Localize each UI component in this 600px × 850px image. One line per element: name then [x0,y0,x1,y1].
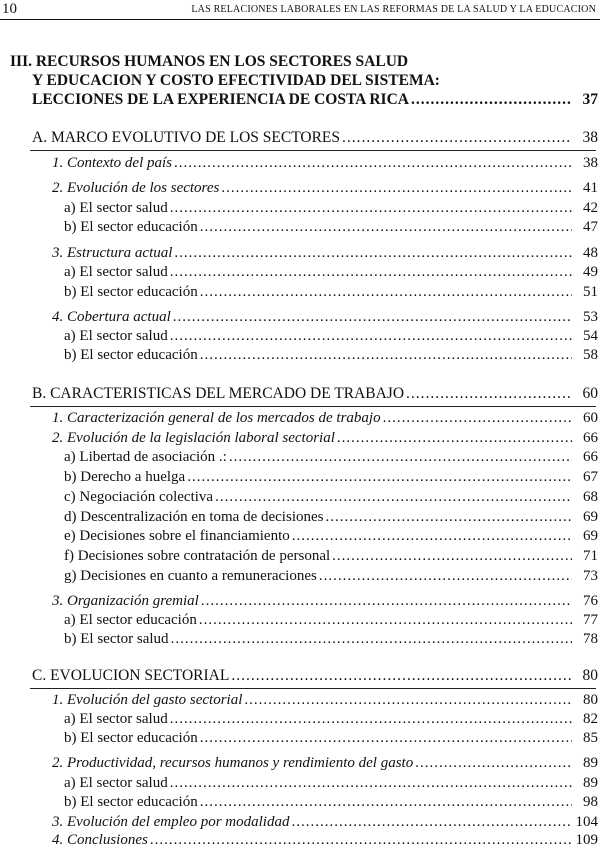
dot-leader [415,753,572,773]
entry-label: 1. Contexto del país [52,155,172,171]
entry-label: e) Decisiones sobre el financiamiento [64,528,290,544]
toc-entry[interactable] [64,566,598,586]
part-title-line-2: Y EDUCACION Y COSTO EFECTIVIDAD DEL SISTEMA: [32,72,440,89]
page-ref: 71 [583,548,598,564]
toc-entry[interactable] [64,447,598,467]
dot-leader [170,773,572,793]
dot-leader [325,507,572,527]
page-ref: 47 [583,219,598,235]
toc-entry[interactable] [52,690,598,710]
section-rule [30,688,596,689]
toc-section-a[interactable] [32,128,598,148]
dot-leader [170,709,572,729]
dot-leader [171,629,572,649]
toc-entry[interactable] [52,408,598,428]
page-ref: 85 [583,730,598,746]
entry-label: a) El sector salud [64,711,168,727]
page-ref: 109 [575,832,598,848]
page-ref: 89 [583,755,598,771]
toc-entry[interactable] [64,487,598,507]
dot-leader [231,666,572,686]
entry-label: b) El sector educación [64,219,198,235]
entry-label: b) El sector educación [64,794,198,810]
toc-entry[interactable] [64,526,598,546]
entry-label: a) Libertad de asociación .: [64,449,227,465]
entry-label: 4. Cobertura actual [52,309,171,325]
entry-label: 2. Productividad, recursos humanos y rendimiento del gasto [52,755,414,771]
dot-leader [244,690,572,710]
page-ref: 69 [583,528,598,544]
entry-label: a) El sector educación [64,612,197,628]
dot-leader [406,384,572,404]
entry-label: f) Decisiones sobre contratación de personal [64,548,331,564]
page-ref: 37 [582,91,598,108]
entry-label: 3. Evolución del empleo por modalidad [52,814,290,830]
toc-entry[interactable] [64,773,598,793]
toc-entry[interactable] [64,728,598,748]
toc-entry[interactable] [52,428,598,448]
toc-entry[interactable] [64,262,598,282]
running-head: LAS RELACIONES LABORALES EN LAS REFORMAS DE LA SALUD Y LA EDUCACION [191,4,596,15]
toc-entry[interactable] [52,591,598,611]
page-ref: 82 [583,711,598,727]
dot-leader [292,526,572,546]
page-ref: 42 [583,200,598,216]
dot-leader [170,262,572,282]
toc-entry[interactable] [52,812,598,832]
toc-entry[interactable] [64,610,598,630]
entry-label: b) El sector educación [64,284,198,300]
dot-leader [291,812,571,832]
page-ref: 41 [583,180,598,196]
page-ref: 76 [583,593,598,609]
dot-leader [200,282,572,302]
dot-leader [187,467,572,487]
dot-leader [200,792,572,812]
toc-entry[interactable] [64,467,598,487]
dot-leader [342,128,572,148]
page-ref: 68 [583,489,598,505]
dot-leader [170,198,572,218]
toc-entry[interactable] [64,792,598,812]
section-rule [30,406,596,407]
dot-leader [174,243,572,263]
toc-entry[interactable] [64,282,598,302]
dot-leader [411,90,572,110]
section-title: C. EVOLUCION SECTORIAL [32,667,230,684]
toc-entry[interactable] [64,629,598,649]
toc-entry[interactable] [64,546,598,566]
page-ref: 78 [583,631,598,647]
toc-entry[interactable] [52,830,598,850]
dot-leader [150,830,572,850]
dot-leader [200,345,572,365]
section-rule [30,150,596,151]
entry-label: 4. Conclusiones [52,832,148,848]
dot-leader [201,591,572,611]
entry-label: a) El sector salud [64,264,168,280]
dot-leader [332,546,572,566]
dot-leader [319,566,572,586]
dot-leader [383,408,572,428]
entry-label: 3. Organización gremial [52,593,199,609]
toc-entry[interactable] [52,307,598,327]
toc-entry[interactable] [52,153,598,173]
toc-entry[interactable] [64,345,598,365]
entry-label: 2. Evolución de la legislación laboral sectorial [52,430,335,446]
dot-leader [200,728,572,748]
page-ref: 77 [583,612,598,628]
entry-label: 3. Estructura actual [52,245,173,261]
toc-section-b[interactable] [32,384,598,404]
page-ref: 60 [582,385,598,402]
entry-label: a) El sector salud [64,775,168,791]
entry-label: b) Derecho a huelga [64,469,186,485]
page-ref: 98 [583,794,598,810]
page-ref: 48 [583,245,598,261]
entry-label: b) El sector educación [64,730,198,746]
section-title: B. CARACTERISTICAS DEL MERCADO DE TRABAJO [32,385,405,402]
part-title-line-3: LECCIONES DE LA EXPERIENCIA DE COSTA RICA [32,91,409,108]
entry-label: 2. Evolución de los sectores [52,180,220,196]
page-ref: 58 [583,347,598,363]
page-ref: 66 [583,430,598,446]
dot-leader [337,428,572,448]
part-title-line-1: III. RECURSOS HUMANOS EN LOS SECTORES SALUD [10,53,409,70]
entry-label: d) Descentralización en toma de decisiones [64,509,324,525]
page-ref: 38 [582,129,598,146]
dot-leader [200,217,572,237]
page-ref: 60 [583,410,598,426]
page-ref: 53 [583,309,598,325]
toc-entry[interactable] [64,217,598,237]
entry-label: a) El sector salud [64,328,168,344]
dot-leader [174,153,572,173]
toc-part-entry[interactable] [32,90,598,110]
page-ref: 54 [583,328,598,344]
entry-label: c) Negociación colectiva [64,489,214,505]
dot-leader [221,178,572,198]
entry-label: b) El sector educación [64,347,198,363]
toc-section-c[interactable] [32,666,598,686]
page-ref: 51 [583,284,598,300]
page-ref: 104 [575,814,598,830]
page-ref: 80 [582,667,598,684]
page-ref: 49 [583,264,598,280]
toc-entry[interactable] [64,326,598,346]
dot-leader [215,487,572,507]
page-ref: 66 [583,449,598,465]
page-ref: 38 [583,155,598,171]
toc-entry[interactable] [64,507,598,527]
page-number: 10 [2,1,17,17]
entry-label: 1. Evolución del gasto sectorial [52,692,243,708]
toc-entry[interactable] [52,243,598,263]
dot-leader [170,326,572,346]
dot-leader [229,447,572,467]
entry-label: b) El sector salud [64,631,169,647]
page-ref: 80 [583,692,598,708]
dot-leader [173,307,572,327]
entry-label: a) El sector salud [64,200,168,216]
page-ref: 67 [583,469,598,485]
entry-label: g) Decisiones en cuanto a remuneraciones [64,568,317,584]
dot-leader [199,610,572,630]
page-ref: 89 [583,775,598,791]
toc-entry[interactable] [52,753,598,773]
page-ref: 73 [583,568,598,584]
page-ref: 69 [583,509,598,525]
entry-label: 1. Caracterización general de los mercados de trabajo [52,410,381,426]
toc-entry[interactable] [64,198,598,218]
toc-entry[interactable] [52,178,598,198]
section-title: A. MARCO EVOLUTIVO DE LOS SECTORES [32,129,341,146]
toc-entry[interactable] [64,709,598,729]
